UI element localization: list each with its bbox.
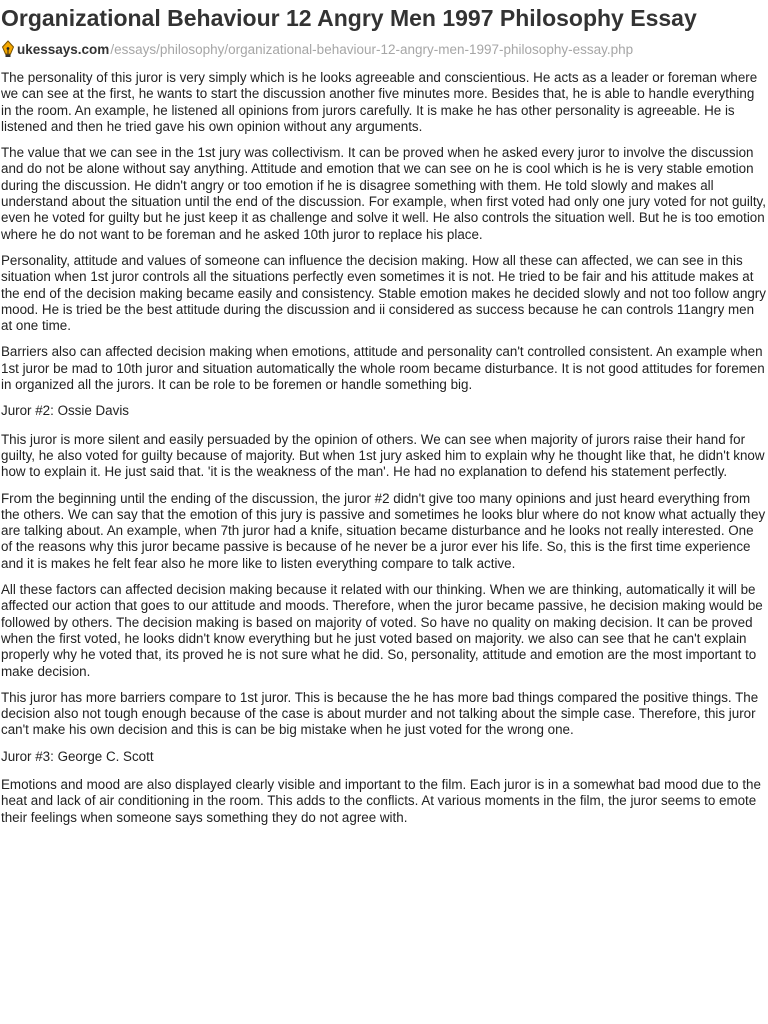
paragraph: Barriers also can affected decision making when emotions, attitude and personality can't controlled consistent. An example when 1st juror be mad to 10th juror and situation automatically the whole room became disturbance. It is not good attitudes for foremen in organized all the jurors. It can be role to be foremen or handle something big. [1,344,765,393]
paragraph: The personality of this juror is very simply which is he looks agreeable and conscientious. He acts as a leader or foreman where we can see at the first, he wants to start the discussion another five minutes more. Besides that, he is able to handle everything in the room. An example, he listened all opinions from jurors carefully. It is make he has other personality is agreeable. He is listened and then he tried gave his own opinion without any arguments. [1,70,758,134]
paragraph: This juror has more barriers compare to 1st juror. This is because the he has more bad things compared the positive things. The decision also not tough enough because of the case is about murder and not talking about the simple case. Therefore, this juror can't make his own decision and this is can be big mistake when he just voted for the wrong one. [1,689,759,738]
pen-nib-icon [1,40,15,58]
paragraph: All these factors can affected decision making because it related with our thinking. When we are thinking, automatically it will be affected our action that goes to our attitude and moods. Therefore, when the juror became passive, he decision making would be followed by others. The decision making is based on majority of voted. So have no quality on making decision. It can be proved when the first voted, he looks didn't know everything but he just voted based on majority. we also can see that he can't explain properly why he voted that, its proved he is not sure what he did. So, personality, attitude and emotion are the most important to make decision. [1,582,763,679]
paragraph: Personality, attitude and values of someone can influence the decision making. How all these can affected, we can see in this situation when 1st juror controls all the situations perfectly even sometimes it is not. He tried to be fair and his attitude makes at the end of the decision making became easily and consistency. Stable emotion makes he decided slowly and not too follow angry mood. He is tried be the best attitude during the discussion and ii considered as success because he can controls 11angry men at one time. [1,252,766,334]
paragraph: The value that we can see in the 1st jury was collectivism. It can be proved when he asked every juror to involve the discussion and do not be alone without say anything. Attitude and emotion that we can see on he is cool which is he is very stable emotion during the discussion. He didn't angry or too emotion if he is disagree something with them. He told slowly and makes all understand about the situation until the end of the discussion. For example, when first voted had only one jury voted for not guilty, even he voted for guilty but he just keep it as challenge and solve it well. He also controls the situation well. But he is too emotion where he do not want to be foreman and he asked 10th juror to replace his place. [1,145,766,242]
essay-body [1,70,767,826]
paragraph: From the beginning until the ending of the discussion, the juror #2 didn't give too many opinions and just heard everything from the others. We can say that the emotion of this jury is passive and sometimes he looks blur where do not know what actually they are talking about. An example, when 7th juror had a knife, situation became disturbance and he looks not really interested. One of the reasons why this juror became passive is because of he never be a juror ever his life. So, this is the first time experience and it is makes he felt fear also he more like to listen everything compare to talk active. [1,490,766,571]
paragraph: Emotions and mood are also displayed clearly visible and important to the film. Each juror is in a somewhat bad mood due to the heat and lack of air conditioning in the room. This adds to the conflicts. At various moments in the film, the juror seems to emote their feelings when someone says something they do not agree with. [1,776,761,825]
paragraph: This juror is more silent and easily persuaded by the opinion of others. We can see when majority of jurors raise their hand for guilty, he also voted for guilty because of majority. But when 1st jury asked him to explain why he thought like that, he didn't know how to explain it. He just said that. 'it is the weakness of the man'. He had no explanation to defend his statement perfectly. [1,431,765,480]
source-path: /essays/philosophy/organizational-behaviour-12-angry-men-1997-philosophy-essay.php [110,41,634,57]
source-site: ukessays.com [17,41,110,57]
document-title: Organizational Behaviour 12 Angry Men 1997 Philosophy Essay [1,5,697,31]
source-line [1,38,767,60]
juror-heading: Juror #3: George C. Scott [1,748,154,764]
juror-heading: Juror #2: Ossie Davis [1,403,129,419]
